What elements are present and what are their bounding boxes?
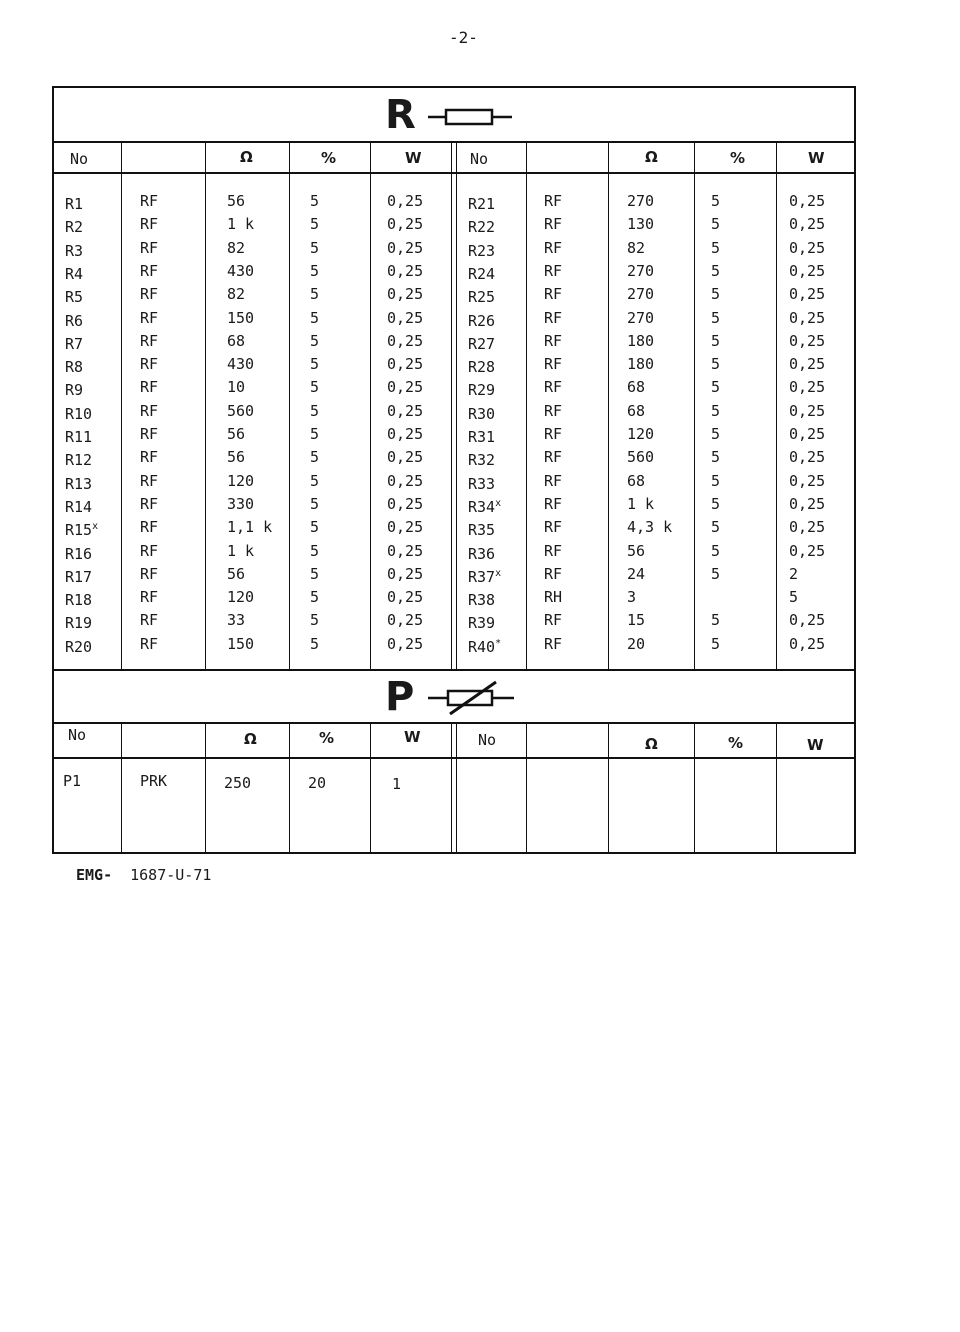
part-number: R38: [468, 591, 496, 609]
part-footnote-mark: x: [495, 498, 502, 509]
resistance-value: 250: [224, 774, 252, 792]
power-value: 0,25: [789, 378, 826, 396]
resistance-value: 150: [227, 635, 255, 653]
power-value: 0,25: [789, 448, 826, 466]
col-divider: [456, 142, 457, 669]
part-type: RF: [140, 495, 159, 513]
document-code-number: 1687-U-71: [130, 866, 212, 884]
tolerance-value: 5: [711, 448, 721, 466]
col-divider: [289, 723, 290, 854]
power-value: 0,25: [387, 262, 424, 280]
power-value: 0,25: [387, 611, 424, 629]
resistance-value: 56: [227, 565, 246, 583]
resistance-value: 33: [227, 611, 246, 629]
tolerance-value: 5: [310, 518, 320, 536]
part-type: RF: [544, 611, 563, 629]
header-percent: %: [321, 149, 337, 167]
tolerance-value: 5: [711, 262, 721, 280]
resistor-symbol-icon: [428, 106, 512, 128]
tolerance-value: 5: [711, 635, 721, 653]
col-divider: [451, 142, 452, 669]
power-value: 0,25: [387, 285, 424, 303]
resistance-value: 270: [627, 192, 655, 210]
part-number: R19: [65, 614, 93, 632]
power-value: 0,25: [387, 518, 424, 536]
header-watt: W: [404, 728, 421, 746]
power-value: 0,25: [387, 402, 424, 420]
resistance-value: 68: [627, 402, 646, 420]
part-type: RF: [544, 215, 563, 233]
resistance-value: 56: [227, 425, 246, 443]
tolerance-value: 5: [310, 542, 320, 560]
resistance-value: 56: [227, 448, 246, 466]
part-number: R13: [65, 475, 93, 493]
part-type: PRK: [140, 772, 168, 790]
resistance-value: 560: [227, 402, 255, 420]
document-code: [76, 866, 211, 884]
power-value: 5: [789, 588, 799, 606]
part-type: RF: [140, 309, 159, 327]
part-number: R12: [65, 451, 93, 469]
resistance-value: 120: [227, 472, 255, 490]
resistance-value: 82: [227, 239, 246, 257]
resistance-value: 270: [627, 262, 655, 280]
part-type: RF: [544, 239, 563, 257]
header-percent: %: [728, 734, 744, 752]
tolerance-value: 5: [711, 239, 721, 257]
tolerance-value: 5: [310, 425, 320, 443]
part-number: R29: [468, 381, 496, 399]
header-watt: W: [808, 149, 825, 167]
tolerance-value: 5: [711, 518, 721, 536]
col-divider: [608, 723, 609, 854]
tolerance-value: 5: [711, 215, 721, 233]
part-number: R20: [65, 638, 93, 656]
part-number: P1: [63, 772, 82, 790]
header-percent: %: [730, 149, 746, 167]
part-type: RF: [544, 565, 563, 583]
header-no: No: [478, 731, 497, 749]
power-value: 1: [392, 775, 402, 793]
page-number: -2-: [449, 28, 478, 47]
col-divider: [776, 723, 777, 854]
p-title-divider: [52, 722, 856, 724]
col-divider: [205, 723, 206, 854]
col-divider: [370, 723, 371, 854]
power-value: 0,25: [789, 192, 826, 210]
resistance-value: 3: [627, 588, 637, 606]
part-type: RF: [544, 518, 563, 536]
part-number: R15$^x$: [65, 521, 99, 539]
part-type: RF: [544, 332, 563, 350]
resistance-value: 150: [227, 309, 255, 327]
power-value: 0,25: [789, 262, 826, 280]
resistance-value: 56: [627, 542, 646, 560]
tolerance-value: 5: [310, 472, 320, 490]
part-type: RF: [544, 635, 563, 653]
tolerance-value: 5: [711, 495, 721, 513]
part-type: RF: [544, 402, 563, 420]
col-divider: [451, 723, 452, 854]
col-divider: [526, 142, 527, 669]
tolerance-value: 5: [310, 215, 320, 233]
col-divider: [608, 142, 609, 669]
tolerance-value: 5: [310, 635, 320, 653]
resistance-value: 270: [627, 285, 655, 303]
power-value: 0,25: [789, 611, 826, 629]
part-number: R25: [468, 288, 496, 306]
part-number: R17: [65, 568, 93, 586]
header-percent: %: [319, 729, 335, 747]
power-value: 0,25: [387, 448, 424, 466]
part-type: RF: [140, 285, 159, 303]
part-type: RF: [140, 588, 159, 606]
power-value: 0,25: [387, 542, 424, 560]
part-type: RF: [140, 239, 159, 257]
part-type: RH: [544, 588, 563, 606]
power-value: 0,25: [387, 215, 424, 233]
tolerance-value: 5: [310, 402, 320, 420]
resistance-value: 180: [627, 355, 655, 373]
part-type: RF: [544, 309, 563, 327]
part-number: R6: [65, 312, 84, 330]
part-number: R10: [65, 405, 93, 423]
part-type: RF: [544, 425, 563, 443]
part-footnote-mark: *: [495, 638, 502, 649]
col-divider: [121, 723, 122, 854]
resistance-value: 15: [627, 611, 646, 629]
part-number: R23: [468, 242, 496, 260]
col-divider: [526, 723, 527, 854]
part-number: R16: [65, 545, 93, 563]
potentiometer-symbol-icon: [428, 678, 516, 718]
part-type: RF: [544, 285, 563, 303]
resistance-value: 560: [627, 448, 655, 466]
part-type: RF: [140, 472, 159, 490]
part-number: R4: [65, 265, 84, 283]
header-watt: W: [807, 736, 824, 754]
header-ohm: Ω: [240, 148, 253, 166]
power-value: 0,25: [789, 215, 826, 233]
resistance-value: 1 k: [227, 542, 255, 560]
header-ohm: Ω: [645, 735, 658, 753]
part-type: RF: [544, 542, 563, 560]
tolerance-value: 5: [310, 192, 320, 210]
p-header-divider: [52, 757, 856, 759]
tolerance-value: 5: [310, 355, 320, 373]
tolerance-value: 5: [310, 239, 320, 257]
tolerance-value: 5: [310, 565, 320, 583]
tolerance-value: 5: [310, 262, 320, 280]
part-type: RF: [140, 262, 159, 280]
resistance-value: 180: [627, 332, 655, 350]
part-footnote-mark: x: [92, 521, 99, 532]
tolerance-value: 5: [711, 425, 721, 443]
part-type: RF: [140, 192, 159, 210]
tolerance-value: 5: [711, 285, 721, 303]
part-type: RF: [140, 355, 159, 373]
power-value: 0,25: [789, 472, 826, 490]
resistance-value: 1 k: [227, 215, 255, 233]
resistor-section-letter: R: [385, 92, 416, 138]
resistance-value: 1 k: [627, 495, 655, 513]
part-number: R5: [65, 288, 84, 306]
resistance-value: 4,3 k: [627, 518, 673, 536]
resistance-value: 430: [227, 355, 255, 373]
resistance-value: 130: [627, 215, 655, 233]
tolerance-value: 5: [310, 495, 320, 513]
part-type: RF: [140, 565, 159, 583]
part-number: R9: [65, 381, 84, 399]
power-value: 0,25: [789, 542, 826, 560]
part-type: RF: [544, 355, 563, 373]
power-value: 0,25: [387, 355, 424, 373]
part-number: R28: [468, 358, 496, 376]
col-divider: [370, 142, 371, 669]
tolerance-value: 5: [310, 332, 320, 350]
power-value: 0,25: [387, 425, 424, 443]
part-type: RF: [140, 518, 159, 536]
power-value: 0,25: [789, 309, 826, 327]
power-value: 0,25: [789, 332, 826, 350]
part-number: R37$^x$: [468, 568, 502, 586]
resistance-value: 10: [227, 378, 246, 396]
tolerance-value: 5: [711, 192, 721, 210]
resistance-value: 20: [627, 635, 646, 653]
tolerance-value: 5: [310, 588, 320, 606]
resistance-value: 270: [627, 309, 655, 327]
resistance-value: 1,1 k: [227, 518, 273, 536]
part-number: R18: [65, 591, 93, 609]
col-divider: [456, 723, 457, 854]
tolerance-value: 5: [711, 472, 721, 490]
part-type: RF: [544, 378, 563, 396]
tolerance-value: 5: [310, 448, 320, 466]
power-value: 0,25: [387, 332, 424, 350]
tolerance-value: 5: [711, 355, 721, 373]
power-value: 0,25: [789, 402, 826, 420]
part-type: RF: [140, 425, 159, 443]
r-title-divider: [52, 141, 856, 143]
header-no: No: [70, 150, 89, 168]
tolerance-value: 5: [711, 332, 721, 350]
part-type: RF: [140, 635, 159, 653]
part-number: R33: [468, 475, 496, 493]
part-type: RF: [140, 542, 159, 560]
power-value: 0,25: [789, 425, 826, 443]
part-number: R26: [468, 312, 496, 330]
part-number: R11: [65, 428, 93, 446]
tolerance-value: 5: [711, 402, 721, 420]
part-number: R7: [65, 335, 84, 353]
resistance-value: 68: [627, 378, 646, 396]
col-divider: [205, 142, 206, 669]
part-type: RF: [544, 448, 563, 466]
power-value: 0,25: [387, 239, 424, 257]
r-header-divider: [52, 172, 856, 174]
tolerance-value: 5: [310, 309, 320, 327]
tolerance-value: 5: [711, 378, 721, 396]
part-type: RF: [140, 215, 159, 233]
tolerance-value: 5: [310, 611, 320, 629]
power-value: 0,25: [387, 309, 424, 327]
col-divider: [776, 142, 777, 669]
resistance-value: 82: [227, 285, 246, 303]
power-value: 0,25: [387, 472, 424, 490]
header-ohm: Ω: [645, 148, 658, 166]
part-number: R8: [65, 358, 84, 376]
power-value: 0,25: [789, 355, 826, 373]
power-value: 0,25: [789, 285, 826, 303]
part-number: R39: [468, 614, 496, 632]
header-watt: W: [405, 149, 422, 167]
resistance-value: 24: [627, 565, 646, 583]
resistance-value: 120: [627, 425, 655, 443]
power-value: 0,25: [387, 192, 424, 210]
col-divider: [289, 142, 290, 669]
tolerance-value: 5: [711, 542, 721, 560]
part-type: RF: [544, 262, 563, 280]
resistance-value: 82: [627, 239, 646, 257]
part-number: R3: [65, 242, 84, 260]
part-footnote-mark: x: [495, 568, 502, 579]
col-divider: [694, 142, 695, 669]
part-number: R21: [468, 195, 496, 213]
part-number: R35: [468, 521, 496, 539]
part-number: R2: [65, 218, 84, 236]
part-type: RF: [140, 332, 159, 350]
part-type: RF: [140, 378, 159, 396]
part-type: RF: [544, 192, 563, 210]
header-no: No: [470, 150, 489, 168]
part-type: RF: [140, 611, 159, 629]
tolerance-value: 5: [711, 565, 721, 583]
col-divider: [121, 142, 122, 669]
part-number: R30: [468, 405, 496, 423]
power-value: 0,25: [789, 518, 826, 536]
power-value: 0,25: [387, 378, 424, 396]
part-number: R14: [65, 498, 93, 516]
tolerance-value: 5: [711, 611, 721, 629]
part-number: R34$^x$: [468, 498, 502, 516]
resistance-value: 120: [227, 588, 255, 606]
tolerance-value: 5: [310, 378, 320, 396]
col-divider: [694, 723, 695, 854]
power-value: 0,25: [789, 495, 826, 513]
resistance-value: 68: [227, 332, 246, 350]
resistance-value: 68: [627, 472, 646, 490]
part-type: RF: [544, 495, 563, 513]
tolerance-value: 20: [308, 774, 327, 792]
power-value: 0,25: [789, 635, 826, 653]
resistance-value: 430: [227, 262, 255, 280]
potentiometer-section-letter: P: [385, 674, 415, 720]
part-number: R40*: [468, 638, 502, 656]
power-value: 0,25: [789, 239, 826, 257]
part-number: R36: [468, 545, 496, 563]
tolerance-value: 5: [711, 309, 721, 327]
part-number: R24: [468, 265, 496, 283]
part-type: RF: [140, 448, 159, 466]
r-section-end: [52, 669, 856, 671]
power-value: 0,25: [387, 588, 424, 606]
header-no: No: [68, 726, 87, 744]
resistance-value: 330: [227, 495, 255, 513]
tolerance-value: 5: [310, 285, 320, 303]
part-type: RF: [140, 402, 159, 420]
power-value: 0,25: [387, 495, 424, 513]
power-value: 2: [789, 565, 799, 583]
resistance-value: 56: [227, 192, 246, 210]
header-ohm: Ω: [244, 730, 257, 748]
document-code-prefix: EMG-: [76, 866, 113, 884]
part-type: RF: [544, 472, 563, 490]
power-value: 0,25: [387, 565, 424, 583]
part-number: R1: [65, 195, 84, 213]
part-number: R22: [468, 218, 496, 236]
part-number: R31: [468, 428, 496, 446]
power-value: 0,25: [387, 635, 424, 653]
part-number: R32: [468, 451, 496, 469]
part-number: R27: [468, 335, 496, 353]
